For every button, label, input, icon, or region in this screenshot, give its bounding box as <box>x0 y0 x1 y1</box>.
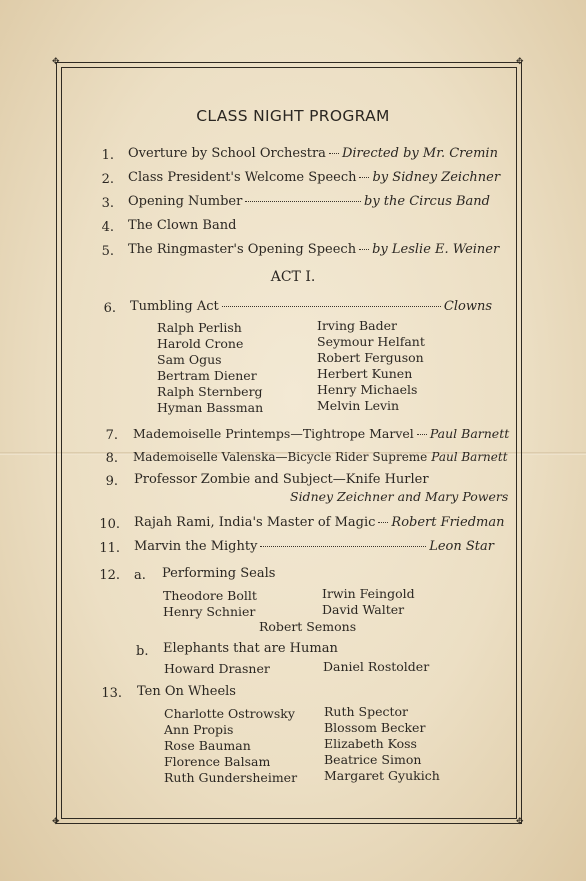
item-performer: Robert Friedman <box>391 515 505 530</box>
item-performer: by the Circus Band <box>364 194 490 209</box>
program-item <box>128 146 498 162</box>
name-list-item: Harold Crone <box>157 336 244 351</box>
program-item <box>133 426 510 442</box>
name-list-item: Beatrice Simon <box>324 752 422 767</box>
name-list-item: Florence Balsam <box>164 754 271 769</box>
leader-dots <box>359 249 369 250</box>
item-label: Marvin the Mighty <box>134 539 258 554</box>
name-list-item: Robert Ferguson <box>317 350 424 365</box>
program-item <box>128 170 501 186</box>
item-label: Ten On Wheels <box>137 684 236 699</box>
item-label: Rajah Rami, India's Master of Magic <box>134 515 376 530</box>
item-number: 3. <box>101 196 114 211</box>
item-number: 11. <box>99 541 120 556</box>
name-list-item: Howard Drasner <box>164 661 270 676</box>
sub-item-label: Performing Seals <box>162 566 276 581</box>
name-list-item: Ruth Spector <box>324 704 408 719</box>
item-performer: Leon Star <box>429 539 494 554</box>
name-list-item: David Walter <box>322 602 405 617</box>
item-number: 5. <box>101 244 114 259</box>
program-item <box>130 299 492 315</box>
item-label: The Clown Band <box>128 218 237 233</box>
name-list-item: Elizabeth Koss <box>324 736 417 751</box>
item-number: 10. <box>99 517 120 532</box>
item-performer: Clowns <box>443 299 492 314</box>
name-list-item: Henry Schnier <box>163 604 256 619</box>
item-label: Overture by School Orchestra <box>128 146 326 161</box>
leader-dots <box>378 522 388 523</box>
name-list-item: Sam Ogus <box>157 352 222 367</box>
corner-ornament-icon: ✥ <box>516 57 524 67</box>
item-number: 7. <box>105 428 118 443</box>
item-number: 12. <box>99 568 120 583</box>
program-item <box>134 515 505 531</box>
item-performer: Paul Barnett <box>431 450 508 464</box>
name-list-item: Ralph Sternberg <box>157 384 263 399</box>
name-list-item: Hyman Bassman <box>157 400 264 415</box>
program-item <box>128 194 490 210</box>
item-number: 1. <box>101 148 114 163</box>
name-list-item: Theodore Bollt <box>163 588 257 603</box>
item-label: Opening Number <box>128 194 243 209</box>
name-list-item: Daniel Rostolder <box>323 659 430 674</box>
item-performer: Paul Barnett <box>429 426 510 441</box>
name-list-item: Melvin Levin <box>317 398 400 413</box>
program-item <box>128 242 500 258</box>
name-list-item: Ann Propis <box>164 722 234 737</box>
item-number: 9. <box>105 474 118 489</box>
item-performer: Directed by Mr. Cremin <box>341 146 498 161</box>
corner-ornament-icon: ✥ <box>516 817 524 827</box>
item-performer: by Sidney Zeichner <box>372 170 501 185</box>
program-item <box>134 539 494 555</box>
corner-ornament-icon: ✥ <box>52 817 60 827</box>
program-item <box>133 449 508 465</box>
name-list-item: Irwin Feingold <box>322 586 415 601</box>
sub-item-label: Elephants that are Human <box>163 641 338 656</box>
leader-dots <box>260 546 426 547</box>
name-list-item: Henry Michaels <box>317 382 418 397</box>
name-list-item: Seymour Helfant <box>317 334 425 349</box>
sub-item-letter: b. <box>136 644 149 659</box>
name-list-item: Ralph Perlish <box>157 320 242 335</box>
leader-dots <box>329 153 339 154</box>
act-heading: ACT I. <box>270 269 316 285</box>
item-label: Mademoiselle Valenska—Bicycle Rider Supreme <box>133 450 428 464</box>
item-number: 8. <box>105 451 118 466</box>
name-list-item: Margaret Gyukich <box>324 768 440 783</box>
name-list-item: Rose Bauman <box>164 738 251 753</box>
name-list-item: Charlotte Ostrowsky <box>164 706 295 721</box>
name-list-item: Robert Semons <box>259 619 357 634</box>
name-list-item: Irving Bader <box>317 318 398 333</box>
leader-dots <box>245 201 361 202</box>
leader-dots <box>417 434 427 435</box>
corner-ornament-icon: ✥ <box>52 57 60 67</box>
item-label: Mademoiselle Printemps—Tightrope Marvel <box>133 426 414 441</box>
item-label: Class President's Welcome Speech <box>128 170 357 185</box>
leader-dots <box>222 306 441 307</box>
item-number: 6. <box>103 301 116 316</box>
name-list-item: Ruth Gundersheimer <box>164 770 298 785</box>
item-number: 2. <box>101 172 114 187</box>
item-label: Tumbling Act <box>130 299 219 314</box>
name-list-item: Blossom Becker <box>324 720 426 735</box>
item-label: The Ringmaster's Opening Speech <box>128 242 357 257</box>
name-list-item: Bertram Diener <box>157 368 257 383</box>
item-performer: by Leslie E. Weiner <box>372 242 500 257</box>
leader-dots <box>359 177 369 178</box>
item-performer: Sidney Zeichner and Mary Powers <box>290 489 509 504</box>
sub-item-letter: a. <box>134 568 146 583</box>
item-number: 4. <box>101 220 114 235</box>
item-number: 13. <box>101 686 122 701</box>
page-title: CLASS NIGHT PROGRAM <box>196 107 390 125</box>
name-list-item: Herbert Kunen <box>317 366 413 381</box>
item-label: Professor Zombie and Subject—Knife Hurler <box>134 472 429 487</box>
